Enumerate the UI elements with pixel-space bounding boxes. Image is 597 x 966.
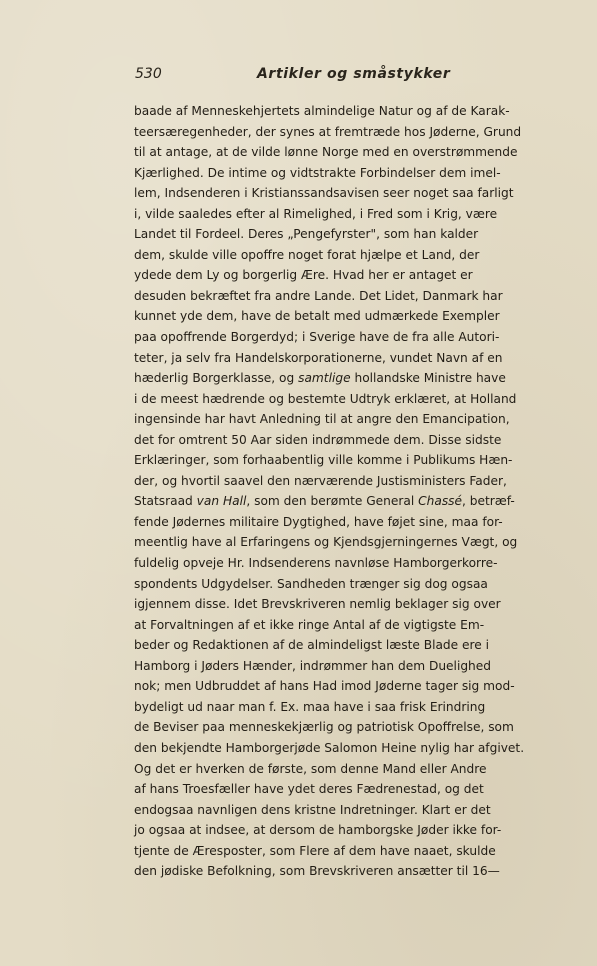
text-segment: kunnet yde dem, have de betalt med udmærkede Exempler — [134, 309, 500, 324]
text-segment: , som den berømte General — [246, 494, 419, 509]
text-line — [134, 430, 502, 451]
text-line — [134, 615, 485, 636]
text-segment: det for omtrent 50 Aar siden indrømmede dem. Disse sidste — [134, 432, 502, 447]
text-line — [134, 471, 507, 492]
text-segment: Statsraad — [134, 494, 197, 509]
text-segment: til at antage, at de vilde lønne Norge med en overstrømmende — [134, 145, 518, 160]
text-segment: ingensinde har havt Anledning til at angre den Emancipation, — [134, 412, 510, 427]
text-segment: tjente de Æresposter, som Flere af dem have naaet, skulde — [134, 843, 496, 858]
text-segment: der, og hvortil saavel den nærværende Justisministers Fader, — [134, 473, 507, 488]
text-line — [134, 779, 484, 800]
text-line — [134, 368, 506, 389]
text-line — [134, 676, 515, 697]
text-segment: i de meest hædrende og bestemte Udtryk erklæret, at Holland — [134, 391, 517, 406]
text-line — [134, 450, 513, 471]
text-line — [134, 163, 501, 184]
running-head — [135, 66, 465, 88]
text-segment: Hamborg i Jøders Hænder, indrømmer han dem Duelighed — [134, 658, 492, 673]
text-line — [134, 327, 500, 348]
text-line — [134, 717, 514, 738]
text-segment: endogsaa navnligen dens kristne Indretninger. Klart er det — [134, 802, 491, 817]
text-line — [134, 245, 480, 266]
text-segment: paa opoffrende Borgerdyd; i Sverige have de fra alle Autori- — [134, 330, 500, 345]
text-segment: teersæregenheder, der synes at fremtræde hos Jøderne, Grund — [134, 124, 522, 139]
text-segment: fende Jødernes militaire Dygtighed, have føjet sine, maa for- — [134, 514, 503, 529]
text-segment: bydeligt ud naar man f. Ex. maa have i saa frisk Erindring — [134, 699, 486, 714]
text-line — [134, 265, 473, 286]
text-line — [134, 306, 500, 327]
text-line — [134, 635, 490, 656]
text-line — [134, 820, 502, 841]
text-segment: spondents Udgydelser. Sandheden trænger sig dog ogsaa — [134, 576, 488, 591]
text-segment: teter, ja selv fra Handelskorporationerne, vundet Navn af en — [134, 350, 503, 365]
text-line — [134, 286, 503, 307]
text-line — [134, 532, 518, 553]
text-line — [134, 738, 525, 759]
text-line — [134, 122, 522, 143]
text-segment: jo ogsaa at indsee, at dersom de hamborgske Jøder ikke for- — [134, 823, 502, 838]
text-segment: den jødiske Befolkning, som Brevskriveren ansætter til 16— — [134, 864, 500, 879]
text-line — [134, 142, 518, 163]
text-line — [134, 183, 514, 204]
text-line — [134, 491, 515, 512]
text-segment: Landet til Fordeel. Deres „Pengefyrster", som han kalder — [134, 227, 479, 242]
text-line — [134, 389, 517, 410]
text-segment: i, vilde saaledes efter al Rimelighed, i Fred som i Krig, være — [134, 206, 498, 221]
text-segment: igjennem disse. Idet Brevskriveren nemlig beklager sig over — [134, 597, 501, 612]
text-segment: fuldelig opveje Hr. Indsenderens navnløse Hamborgerkorre- — [134, 556, 498, 571]
text-segment: Erklæringer, som forhaabentlig ville komme i Publikums Hæn- — [134, 453, 513, 468]
text-segment: ydede dem Ly og borgerlig Ære. Hvad her er antaget er — [134, 268, 473, 283]
text-line — [134, 594, 501, 615]
text-segment: hæderlig Borgerklasse, og — [134, 371, 299, 386]
text-segment: meentlig have al Erfaringens og Kjendsgjerningernes Vægt, og — [134, 535, 518, 550]
text-line — [134, 861, 500, 882]
emphasized-text: Chassé — [418, 494, 463, 509]
text-line — [134, 553, 498, 574]
text-line — [134, 697, 486, 718]
text-segment: Og det er hverken de første, som denne Mand eller Andre — [134, 761, 487, 776]
text-line — [134, 759, 487, 780]
page-number: 530 — [135, 66, 162, 82]
text-segment: desuden bekræftet fra andre Lande. Det Lidet, Danmark har — [134, 288, 503, 303]
text-segment: af hans Troesfæller have ydet deres Fædrenestad, og det — [134, 782, 484, 797]
text-line — [134, 348, 503, 369]
emphasized-text: van Hall — [196, 494, 247, 509]
text-segment: , betræf- — [462, 494, 515, 509]
text-line — [134, 656, 492, 677]
body-text — [134, 101, 525, 882]
emphasized-text: samtlige — [298, 371, 351, 386]
text-segment: beder og Redaktionen af de almindeligst læste Blade ere i — [134, 638, 490, 653]
text-segment: den bekjendte Hamborgerjøde Salomon Heine nylig har afgivet. — [134, 740, 525, 755]
text-segment: nok; men Udbruddet af hans Had imod Jøderne tager sig mod- — [134, 679, 515, 694]
text-line — [134, 101, 510, 122]
text-segment: hollandske Ministre have — [350, 371, 506, 386]
text-line — [134, 574, 488, 595]
text-segment: Kjærlighed. De intime og vidtstrakte Forbindelser dem imel- — [134, 165, 501, 180]
text-segment: at Forvaltningen af et ikke ringe Antal af de vigtigste Em- — [134, 617, 485, 632]
text-segment: de Beviser paa menneskekjærlig og patriotisk Opoffrelse, som — [134, 720, 514, 735]
text-segment: lem, Indsenderen i Kristianssandsavisen seer noget saa farligt — [134, 186, 514, 201]
text-line — [134, 409, 510, 430]
section-title: Artikler og småstykker — [257, 66, 451, 82]
text-line — [134, 841, 496, 862]
text-line — [134, 204, 498, 225]
text-line — [134, 800, 491, 821]
text-segment: dem, skulde ville opoffre noget forat hjælpe et Land, der — [134, 247, 480, 262]
text-line — [134, 512, 503, 533]
text-line — [134, 224, 479, 245]
text-segment: baade af Menneskehjertets almindelige Natur og af de Karak- — [134, 104, 510, 118]
